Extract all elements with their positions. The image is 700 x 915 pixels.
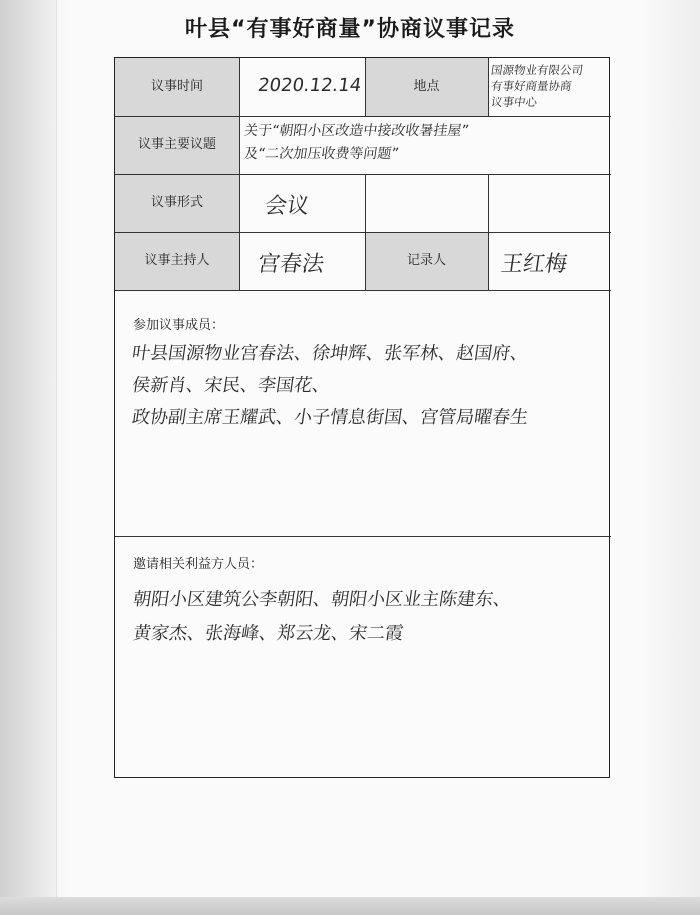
form-label: 议事形式 — [150, 195, 203, 210]
row-divider-1 — [115, 116, 611, 117]
time-value — [258, 76, 361, 97]
members-line-3-text: 政协副主席王耀武、小子情息街国、宫管局曜春生 — [130, 407, 530, 428]
location-value-line-2-text: 有事好商量协商 — [490, 79, 573, 93]
host-value-text: 宫春法 — [256, 252, 326, 277]
members-line-3 — [132, 408, 528, 429]
members-line-1 — [132, 344, 528, 365]
location-value-line-2 — [491, 80, 572, 93]
recorder-label: 记录人 — [406, 253, 446, 268]
location-value-line-3-text: 议事中心 — [490, 95, 539, 109]
column-divider-3-top — [488, 58, 489, 116]
page-left-edge-shadow — [0, 0, 57, 915]
column-divider-3-bottom — [488, 174, 489, 290]
stakeholders-label: 邀请相关利益方人员： — [133, 557, 264, 572]
location-value-line-1 — [491, 64, 583, 77]
stakeholders-line-2-text: 黄家杰、张海峰、郑云龙、宋二霞 — [131, 623, 405, 644]
members-line-2-text: 侯新肖、宋民、李国花、 — [130, 375, 332, 396]
topic-value-line-2 — [244, 146, 399, 162]
recorder-value-text: 王红梅 — [499, 252, 569, 277]
column-divider-1 — [239, 58, 240, 290]
form-value — [265, 194, 309, 219]
members-line-2 — [132, 376, 330, 397]
topic-label: 议事主要议题 — [137, 137, 216, 152]
location-label: 地点 — [413, 79, 440, 94]
meeting-record-form — [114, 57, 610, 778]
stakeholders-line-1-text: 朝阳小区建筑公李朝阳、朝阳小区业主陈建东、 — [131, 589, 513, 610]
topic-value-line-1-text: 关于“朝阳小区改造中接改收暑挂屋” — [242, 123, 470, 139]
stakeholders-line-2 — [133, 624, 403, 645]
members-label: 参加议事成员： — [133, 318, 225, 333]
document-title: 叶县“有事好商量”协商议事记录 — [185, 17, 515, 42]
row-divider-5 — [115, 536, 611, 537]
row-divider-3 — [115, 232, 611, 233]
time-value-text: 2020.12.14 — [256, 75, 363, 96]
row-divider-2 — [115, 174, 611, 175]
page-bottom-edge-shadow — [0, 897, 700, 915]
recorder-value — [501, 252, 567, 277]
members-line-1-text: 叶县国源物业宫春法、徐坤辉、张军林、赵国府、 — [130, 343, 530, 364]
location-value-line-3 — [491, 96, 537, 109]
column-divider-2-bottom — [365, 174, 366, 290]
location-value-line-1-text: 国源物业有限公司 — [490, 63, 585, 77]
topic-value-line-2-text: 及“二次加压收费等问题” — [242, 146, 400, 162]
row-divider-4 — [115, 290, 611, 291]
stakeholders-line-1 — [133, 590, 511, 611]
topic-value-line-1 — [244, 123, 469, 139]
time-label: 议事时间 — [150, 79, 203, 94]
host-label: 议事主持人 — [144, 253, 210, 268]
host-value — [258, 252, 324, 277]
form-value-text: 会议 — [263, 194, 311, 219]
